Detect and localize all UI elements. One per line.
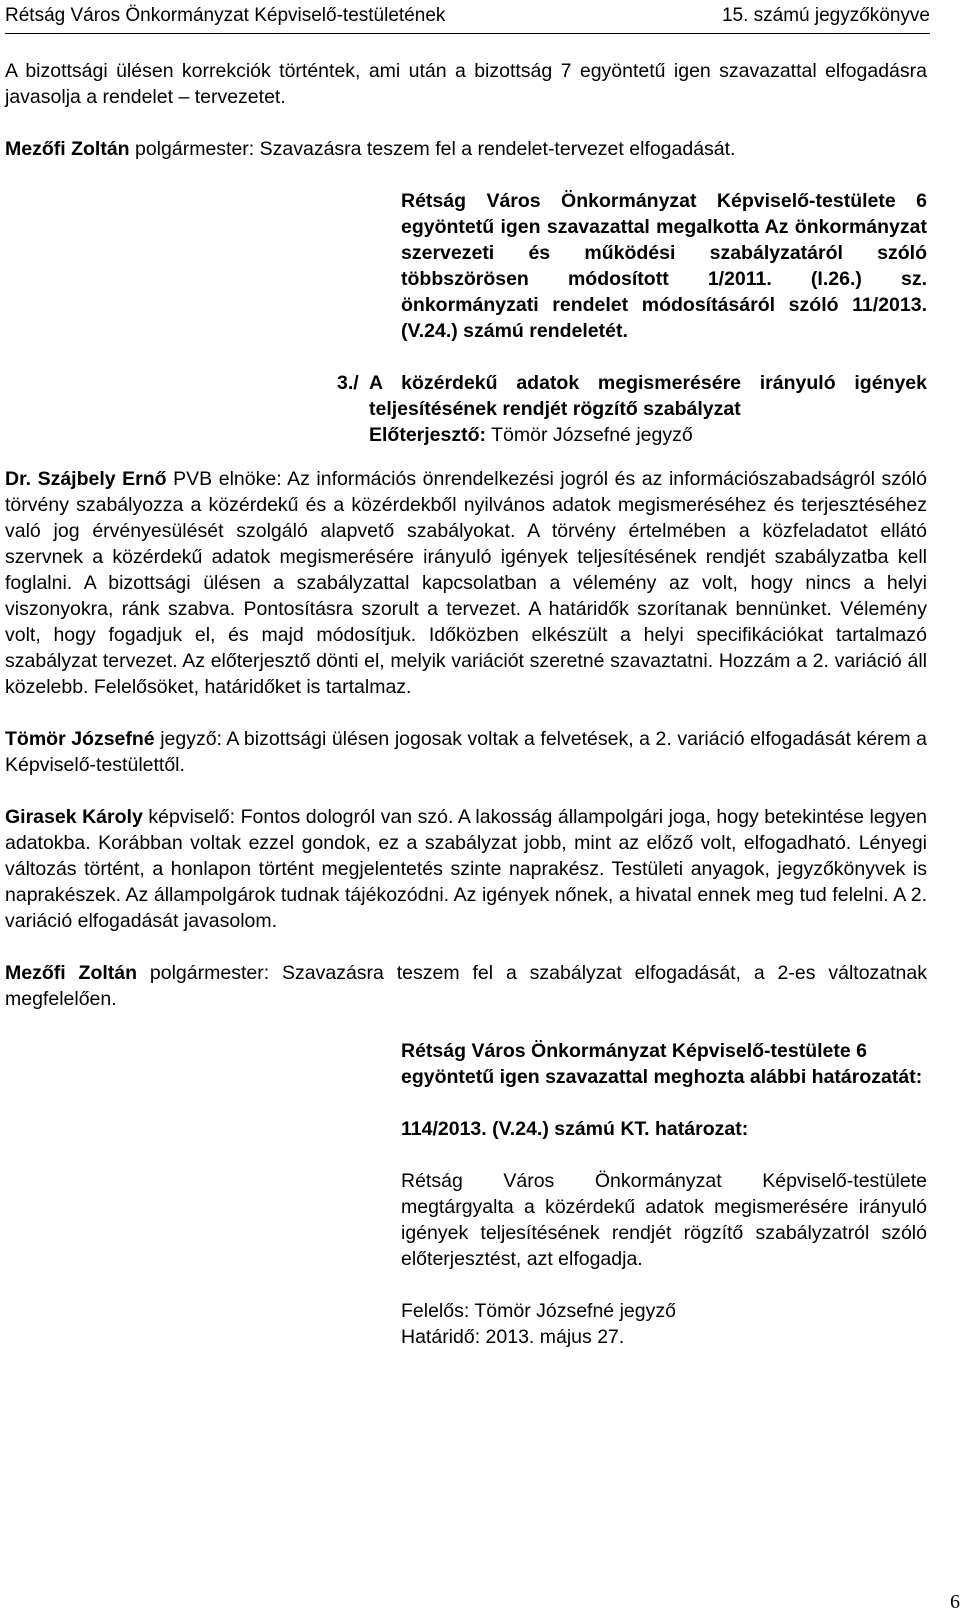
paragraph-mayor-vote-2: Mezőfi Zoltán polgármester: Szavazásra teszem fel a szabályzat elfogadását, a 2-es változatnak megfelelően. — [5, 962, 927, 1010]
page-number: 6 — [950, 1591, 960, 1613]
document-body — [5, 58, 927, 1350]
paragraph-representative: Girasek Károly képviselő: Fontos dologról van szó. A lakosság állampolgári joga, hogy betekintése legyen adatokba. Korábban voltak ezzel gondok, ez a szabályzat jobb, mint az előző volt, elfogadható. Lényegi változás történt, a honlapon történt megjelentetés szinte naprakész. Testületi anyagok, jegyzőkönyvek is naprakészek. Az állampolgárok tudnak tájékozódni. Az igények nőnek, a hivatal ennek meg tud felelni. A 2. variáció elfogadását javasolom. — [5, 806, 927, 932]
section-title: 3./ A közérdekű adatok megismerésére irányuló igények teljesítésének rendjét rögzítő szabályzat — [337, 372, 927, 420]
paragraph-committee: A bizottsági ülésen korrekciók történtek, ami után a bizottság 7 egyöntetű igen szavazattal elfogadásra javasolja a rendelet – tervezetet. — [5, 60, 927, 108]
header-right: 15. számú jegyzőkönyve — [721, 5, 930, 26]
paragraph-pvb-chair: Dr. Szájbely Ernő PVB elnöke: Az információs önrendelkezési jogról és az információszabadságról szóló törvény szabályozza a közérdekű és a közérdekből nyilvános adatok megismeréséhez és terjesztéséhez való jog érvényesülését szolgáló alapvető szabályokat. A törvény értelmében a közfeladatot ellátó szervnek a közérdekű adatok megismerésére irányuló igények teljesítésének rendjét szabályzatba kell foglalni. A bizottsági ülésen a szabályzattal kapcsolatban a vélemény az volt, hogy nincs a helyi viszonyokra, ránk szabva. Pontosításra szorult a tervezet. A határidők szorítanak bennünket. Vélemény volt, hogy fogadjuk el, és majd módosítjuk. Időközben elkészült a helyi specifikációkat tartalmazó szabályzat tervezet. Az előterjesztő dönti el, melyik variációt szeretné szavaztatni. Hozzám a 2. variáció áll közelebb. Felelősöket, határidőket is tartalmaz. — [5, 468, 927, 698]
resolution-deadline: Határidő: 2013. május 27. — [401, 1326, 625, 1348]
resolution-responsible: Felelős: Tömör Józsefné jegyző — [401, 1300, 676, 1322]
speaker-name: Mezőfi Zoltán — [5, 962, 138, 984]
presenter-line: Előterjesztő: Tömör Józsefné jegyző — [369, 424, 693, 446]
speaker-name: Mezőfi Zoltán — [5, 138, 130, 160]
header-left: Rétság Város Önkormányzat Képviselő-testületének — [5, 5, 446, 26]
speaker-name: Tömör Józsefné — [5, 728, 155, 750]
resolution-number: 114/2013. (V.24.) számú KT. határozat: — [401, 1118, 749, 1140]
decision-block: Rétság Város Önkormányzat Képviselő-testülete 6 egyöntetű igen szavazattal megalkotta Az önkormányzat szervezeti és működési szabályzatáról szóló többszörösen módosított 1/2011. (I.26.) sz. önkormányzati rendelet módosításáról szóló 11/2013. (V.24.) számú rendeletét. — [401, 190, 927, 342]
section-number: 3./ — [337, 372, 359, 394]
speaker-name: Girasek Károly — [5, 806, 143, 828]
paragraph-notary: Tömör Józsefné jegyző: A bizottsági ülésen jogosak voltak a felvetések, a 2. variáció elfogadását kérem a Képviselő-testülettől. — [5, 728, 928, 776]
resolution-text: Rétság Város Önkormányzat Képviselő-testülete megtárgyalta a közérdekű adatok megismerésére irányuló igények teljesítésének rendjét rögzítő szabályzatról szóló előterjesztést, azt elfogadja. — [401, 1170, 927, 1270]
decision-block-2: Rétság Város Önkormányzat Képviselő-testülete 6 egyöntetű igen szavazattal meghozta alábbi határozatát: — [401, 1040, 923, 1088]
paragraph-mayor-vote: Mezőfi Zoltán polgármester: Szavazásra teszem fel a rendelet-tervezet elfogadását. — [5, 138, 736, 160]
page-header — [5, 3, 930, 34]
speaker-name: Dr. Szájbely Ernő — [5, 468, 167, 490]
